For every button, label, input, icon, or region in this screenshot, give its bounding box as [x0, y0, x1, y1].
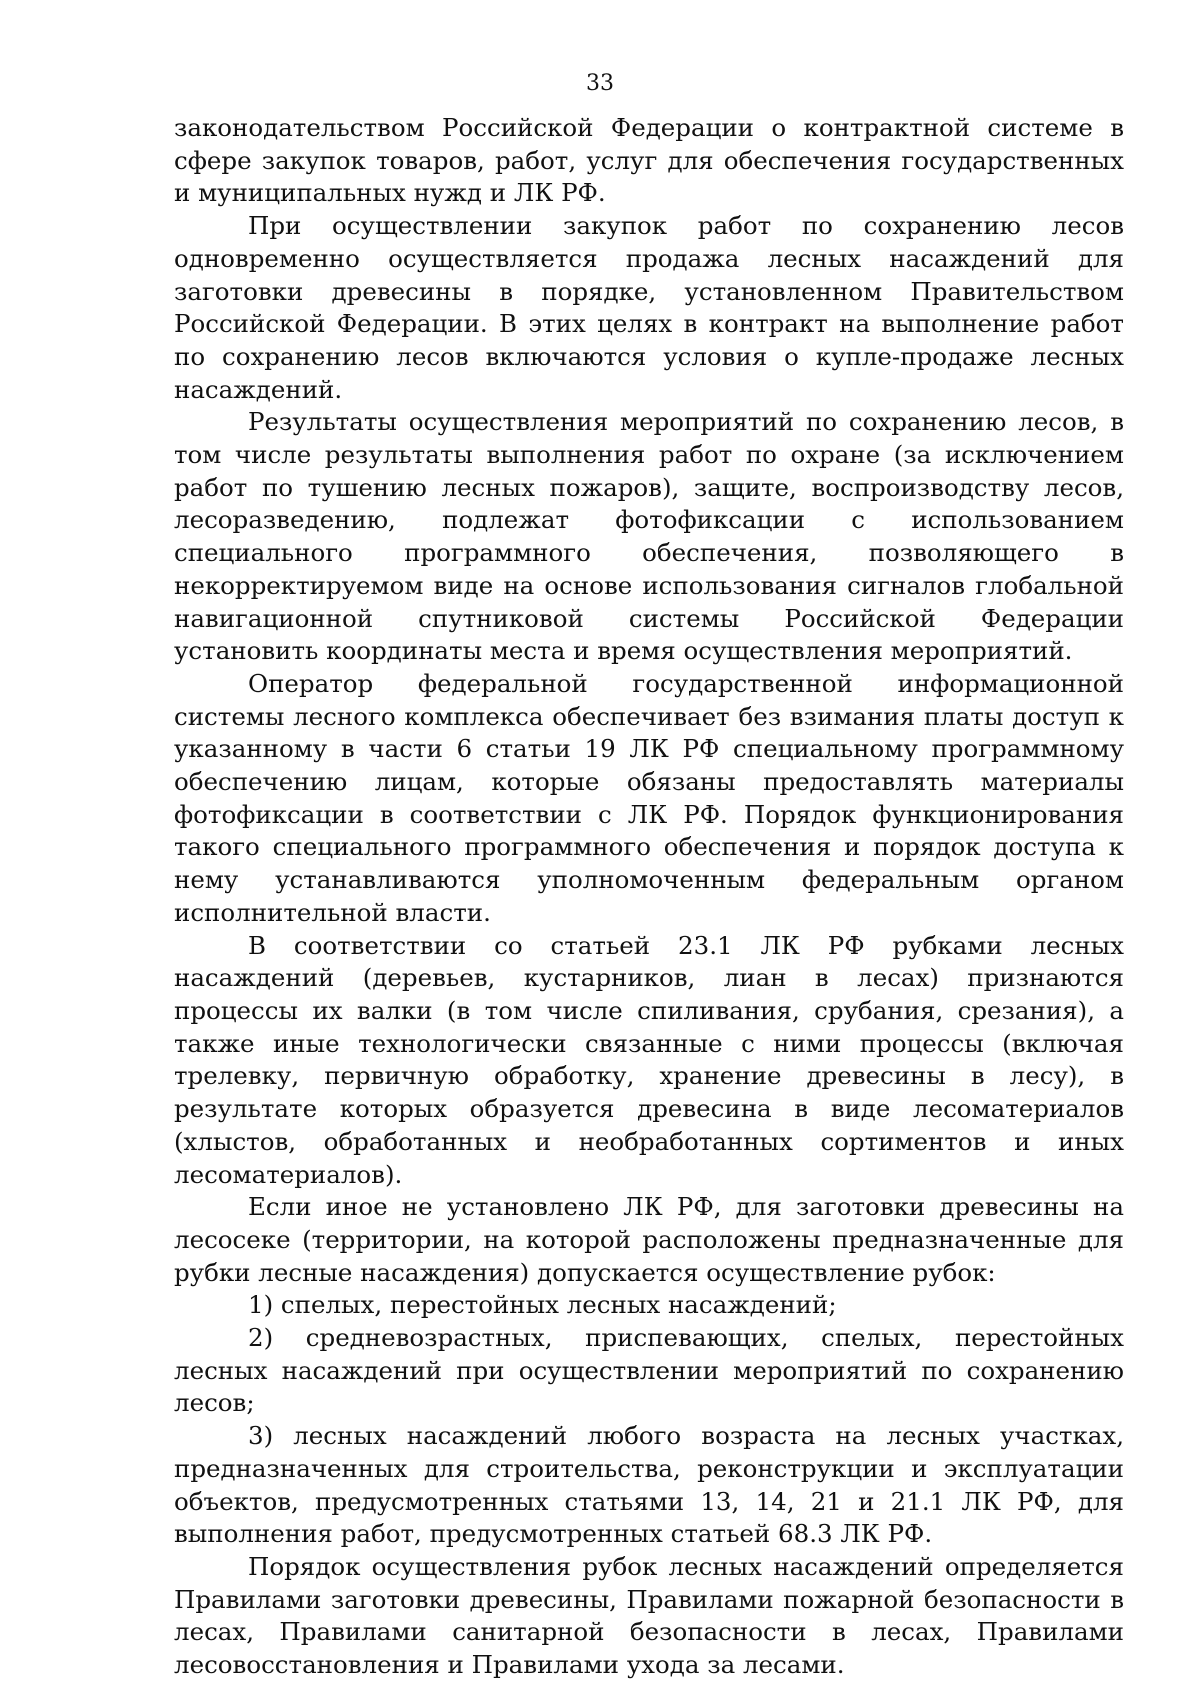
list-item-3: 3) лесных насаждений любого возраста на лесных участках, предназначенных для строительства, реконструкции и эксплуатации объектов, предусмотренных статьями 13, 14, 21 и 21.1 ЛК РФ, для выполнения работ, предусмотренных статьей 68.3 ЛК РФ. [174, 1421, 1124, 1549]
paragraph-article-23-1: В соответствии со статьей 23.1 ЛК РФ рубками лесных насаждений (деревьев, кустарников, лиан в лесах) признаются процессы их валки (в том числе спиливания, срубания, срезания), а также иные технологически связанные с ними процессы (включая трелевку, первичную обработку, хранение древесины в лесу), в результате которых образуется древесина в виде лесоматериалов (хлыстов, обработанных и необработанных сортиментов и иных лесоматериалов). [174, 930, 1124, 1189]
list-item-1: 1) спелых, перестойных лесных насаждений; [248, 1290, 837, 1320]
paragraph-photo-fixation: Результаты осуществления мероприятий по сохранению лесов, в том числе результаты выполнения работ по охране (за исключением работ по тушению лесных пожаров), защите, воспроизводству лесов, лесоразведению, подлежат фотофиксации с использованием специального программного обеспечения, позволяющего в некорректируемом виде на основе использования сигналов глобальной навигационной спутниковой системы Российской Федерации установить координаты места и время осуществления мероприятий. [174, 407, 1124, 666]
document-body [174, 112, 1124, 1682]
page-number: 33 [586, 71, 614, 96]
list-item-2: 2) средневозрастных, приспевающих, спелых, перестойных лесных насаждений при осуществлении мероприятий по сохранению лесов; [174, 1323, 1124, 1418]
paragraph-operator: Оператор федеральной государственной информационной системы лесного комплекса обеспечивает без взимания платы доступ к указанному в части 6 статьи 19 ЛК РФ специальному программному обеспечению лицам, которые обязаны предоставлять материалы фотофиксации в соответствии с ЛК РФ. Порядок функционирования такого специального программного обеспечения и порядок доступа к нему устанавливаются уполномоченным федеральным органом исполнительной власти. [174, 668, 1124, 927]
paragraph-logging-allowed: Если иное не установлено ЛК РФ, для заготовки древесины на лесосеке (территории, на которой расположены предназначенные для рубки лесные насаждения) допускается осуществление рубок: [174, 1192, 1124, 1287]
paragraph-continuation: законодательством Российской Федерации о контрактной системе в сфере закупок товаров, работ, услуг для обеспечения государственных и муниципальных нужд и ЛК РФ. [174, 113, 1124, 208]
paragraph-rules: Порядок осуществления рубок лесных насаждений определяется Правилами заготовки древесины, Правилами пожарной безопасности в лесах, Правилами санитарной безопасности в лесах, Правилами лесовосстановления и Правилами ухода за лесами. [174, 1551, 1124, 1680]
paragraph-procurement: При осуществлении закупок работ по сохранению лесов одновременно осуществляется продажа лесных насаждений для заготовки древесины в порядке, установленном Правительством Российской Федерации. В этих целях в контракт на выполнение работ по сохранению лесов включаются условия о купле-продаже лесных насаждений. [174, 211, 1124, 404]
